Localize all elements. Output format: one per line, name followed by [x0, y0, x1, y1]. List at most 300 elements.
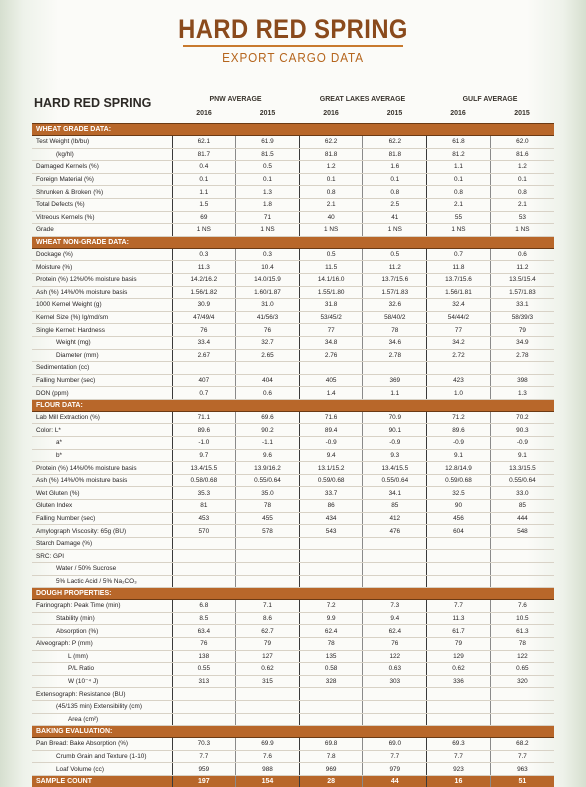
- row-label: Falling Number (sec): [32, 374, 172, 387]
- value-cell: 0.5: [363, 248, 427, 261]
- value-cell: 11.2: [363, 261, 427, 274]
- value-cell: 6.8: [172, 600, 236, 613]
- value-cell: [363, 713, 427, 726]
- value-cell: 7.6: [236, 750, 300, 763]
- value-cell: [172, 550, 236, 563]
- value-cell: [490, 700, 554, 713]
- value-cell: 32.6: [363, 299, 427, 312]
- sample-count-value: 154: [236, 775, 300, 787]
- table-row: [32, 700, 554, 713]
- value-cell: 543: [299, 525, 363, 538]
- value-cell: 0.8: [427, 186, 491, 199]
- value-cell: 81: [172, 500, 236, 513]
- section-title: WHEAT GRADE DATA:: [32, 124, 554, 136]
- value-cell: [236, 537, 300, 550]
- row-label: Loaf Volume (cc): [32, 763, 172, 776]
- value-cell: 61.9: [236, 136, 300, 149]
- value-cell: 81.2: [427, 148, 491, 161]
- value-cell: 58/39/3: [490, 311, 554, 324]
- row-label: W (10⁻⁴ J): [32, 675, 172, 688]
- value-cell: 11.3: [172, 261, 236, 274]
- table-row: [32, 311, 554, 324]
- table-row: [32, 462, 554, 475]
- value-cell: 34.6: [363, 336, 427, 349]
- row-label: Farinograph: Peak Time (min): [32, 600, 172, 613]
- value-cell: [490, 563, 554, 576]
- value-cell: 33.7: [299, 487, 363, 500]
- value-cell: 1.1: [427, 161, 491, 174]
- table-row: [32, 575, 554, 588]
- row-label: DON (ppm): [32, 387, 172, 400]
- row-label: Ash (%) 14%/0% moisture basis: [32, 286, 172, 299]
- row-label: Gluten Index: [32, 500, 172, 513]
- value-cell: 90.3: [490, 424, 554, 437]
- value-cell: 77: [427, 324, 491, 337]
- table-row: [32, 449, 554, 462]
- value-cell: 2.1: [490, 198, 554, 211]
- value-cell: 2.78: [363, 349, 427, 362]
- value-cell: 61.8: [427, 136, 491, 149]
- row-label: Foreign Material (%): [32, 173, 172, 186]
- value-cell: 0.8: [299, 186, 363, 199]
- value-cell: [299, 713, 363, 726]
- row-label: Stability (min): [32, 612, 172, 625]
- value-cell: 1.60/1.87: [236, 286, 300, 299]
- value-cell: 35.3: [172, 487, 236, 500]
- value-cell: 1.8: [236, 198, 300, 211]
- value-cell: 62.0: [490, 136, 554, 149]
- value-cell: 303: [363, 675, 427, 688]
- value-cell: 0.62: [236, 663, 300, 676]
- value-cell: 407: [172, 374, 236, 387]
- table-row: [32, 650, 554, 663]
- value-cell: [490, 362, 554, 375]
- section-header: [32, 726, 554, 738]
- value-cell: 70.3: [172, 738, 236, 751]
- data-table: [32, 123, 554, 787]
- value-cell: 0.6: [490, 248, 554, 261]
- value-cell: 122: [363, 650, 427, 663]
- value-cell: 13.3/15.5: [490, 462, 554, 475]
- section-header: [32, 588, 554, 600]
- value-cell: [236, 362, 300, 375]
- value-cell: -0.9: [299, 437, 363, 450]
- value-cell: 10.4: [236, 261, 300, 274]
- value-cell: 1.4: [299, 387, 363, 400]
- page-subtitle: EXPORT CARGO DATA: [222, 50, 364, 65]
- value-cell: 9.6: [236, 449, 300, 462]
- value-cell: 55: [427, 211, 491, 224]
- row-label: Protein (%) 14%/0% moisture basis: [32, 462, 172, 475]
- value-cell: 2.67: [172, 349, 236, 362]
- value-cell: 9.4: [299, 449, 363, 462]
- group-label-great-lakes: GREAT LAKES AVERAGE: [319, 96, 406, 103]
- group-label-pnw: PNW AVERAGE: [209, 96, 262, 103]
- value-cell: 76: [363, 637, 427, 650]
- value-cell: 34.1: [363, 487, 427, 500]
- value-cell: 2.78: [490, 349, 554, 362]
- value-cell: [236, 688, 300, 701]
- row-label: Dockage (%): [32, 248, 172, 261]
- value-cell: 1 NS: [172, 224, 236, 237]
- value-cell: 0.1: [427, 173, 491, 186]
- value-cell: 2.72: [427, 349, 491, 362]
- value-cell: 7.1: [236, 600, 300, 613]
- row-label: Absorption (%): [32, 625, 172, 638]
- value-cell: 404: [236, 374, 300, 387]
- value-cell: 69.8: [299, 738, 363, 751]
- value-cell: 90.2: [236, 424, 300, 437]
- table-row: [32, 273, 554, 286]
- value-cell: 1.56/1.82: [172, 286, 236, 299]
- value-cell: 9.7: [172, 449, 236, 462]
- table-row: [32, 600, 554, 613]
- value-cell: 1.1: [172, 186, 236, 199]
- value-cell: 2.76: [299, 349, 363, 362]
- value-cell: 30.9: [172, 299, 236, 312]
- value-cell: [363, 537, 427, 550]
- value-cell: 32.7: [236, 336, 300, 349]
- value-cell: 70.2: [490, 411, 554, 424]
- value-cell: 86: [299, 500, 363, 513]
- value-cell: 1.3: [236, 186, 300, 199]
- row-label: Amylograph Viscosity: 65g (BU): [32, 525, 172, 538]
- table-row: [32, 411, 554, 424]
- section-title: WHEAT NON-GRADE DATA:: [32, 236, 554, 248]
- section-header: [32, 124, 554, 136]
- value-cell: 398: [490, 374, 554, 387]
- row-label: Diameter (mm): [32, 349, 172, 362]
- table-row: [32, 336, 554, 349]
- value-cell: 14.2/16.2: [172, 273, 236, 286]
- value-cell: 62.2: [363, 136, 427, 149]
- value-cell: 434: [299, 512, 363, 525]
- value-cell: 79: [490, 324, 554, 337]
- value-cell: [299, 700, 363, 713]
- table-row: [32, 487, 554, 500]
- value-cell: [299, 575, 363, 588]
- row-label: 1000 Kernel Weight (g): [32, 299, 172, 312]
- sample-count-value: 28: [299, 775, 363, 787]
- table-row: [32, 525, 554, 538]
- table-row: [32, 663, 554, 676]
- value-cell: 0.3: [172, 248, 236, 261]
- value-cell: 1.2: [299, 161, 363, 174]
- page-title: HARD RED SPRING: [178, 14, 408, 44]
- value-cell: 0.7: [427, 248, 491, 261]
- value-cell: 79: [427, 637, 491, 650]
- section-header: [32, 399, 554, 411]
- value-cell: 7.7: [427, 600, 491, 613]
- value-cell: 138: [172, 650, 236, 663]
- value-cell: 13.1/15.2: [299, 462, 363, 475]
- value-cell: 78: [363, 324, 427, 337]
- value-cell: 0.5: [299, 248, 363, 261]
- value-cell: 1.57/1.83: [490, 286, 554, 299]
- value-cell: 456: [427, 512, 491, 525]
- section-header: [32, 236, 554, 248]
- value-cell: [172, 563, 236, 576]
- value-cell: 13.4/15.5: [363, 462, 427, 475]
- row-label: SRC: GPI: [32, 550, 172, 563]
- value-cell: 62.4: [299, 625, 363, 638]
- row-label: L (mm): [32, 650, 172, 663]
- value-cell: 14.0/15.9: [236, 273, 300, 286]
- row-label: Extensograph: Resistance (BU): [32, 688, 172, 701]
- table-row: [32, 387, 554, 400]
- value-cell: 33.1: [490, 299, 554, 312]
- section-title: FLOUR DATA:: [32, 399, 554, 411]
- value-cell: 69.6: [236, 411, 300, 424]
- value-cell: 969: [299, 763, 363, 776]
- value-cell: 78: [490, 637, 554, 650]
- value-cell: [363, 362, 427, 375]
- value-cell: 33.4: [172, 336, 236, 349]
- sample-count-value: 51: [490, 775, 554, 787]
- value-cell: 1.2: [490, 161, 554, 174]
- value-cell: 1 NS: [363, 224, 427, 237]
- value-cell: [299, 563, 363, 576]
- value-cell: 7.7: [490, 750, 554, 763]
- value-cell: 963: [490, 763, 554, 776]
- value-cell: [363, 550, 427, 563]
- value-cell: 1.3: [490, 387, 554, 400]
- year-label: 2015: [386, 110, 403, 117]
- value-cell: [363, 688, 427, 701]
- value-cell: 69.0: [363, 738, 427, 751]
- value-cell: 71.6: [299, 411, 363, 424]
- row-label: 5% Lactic Acid / 5% Na₂CO₃: [32, 575, 172, 588]
- value-cell: 41: [363, 211, 427, 224]
- value-cell: 89.4: [299, 424, 363, 437]
- value-cell: 7.8: [299, 750, 363, 763]
- value-cell: 62.2: [299, 136, 363, 149]
- value-cell: 369: [363, 374, 427, 387]
- value-cell: 1.5: [172, 198, 236, 211]
- row-label: Wet Gluten (%): [32, 487, 172, 500]
- sample-count-value: 16: [427, 775, 491, 787]
- value-cell: 0.59/0.68: [299, 474, 363, 487]
- value-cell: 0.55/0.64: [363, 474, 427, 487]
- value-cell: 76: [236, 324, 300, 337]
- value-cell: 0.65: [490, 663, 554, 676]
- value-cell: [490, 575, 554, 588]
- value-cell: 336: [427, 675, 491, 688]
- section-title: DOUGH PROPERTIES:: [32, 588, 554, 600]
- value-cell: 40: [299, 211, 363, 224]
- value-cell: 127: [236, 650, 300, 663]
- table-row: [32, 161, 554, 174]
- table-row: [32, 261, 554, 274]
- title-underline: [183, 45, 403, 47]
- value-cell: 69.9: [236, 738, 300, 751]
- value-cell: 0.55/0.64: [490, 474, 554, 487]
- value-cell: 85: [490, 500, 554, 513]
- row-label: (kg/hl): [32, 148, 172, 161]
- value-cell: -1.1: [236, 437, 300, 450]
- value-cell: 1.1: [363, 387, 427, 400]
- value-cell: 13.9/16.2: [236, 462, 300, 475]
- value-cell: 0.58/0.68: [172, 474, 236, 487]
- value-cell: 7.2: [299, 600, 363, 613]
- row-label: P/L Ratio: [32, 663, 172, 676]
- table-row: [32, 349, 554, 362]
- value-cell: [490, 550, 554, 563]
- value-cell: 1.0: [427, 387, 491, 400]
- value-cell: 71: [236, 211, 300, 224]
- year-label: 2016: [450, 110, 466, 117]
- row-label: Lab Mill Extraction (%): [32, 411, 172, 424]
- value-cell: 62.7: [236, 625, 300, 638]
- value-cell: 81.7: [172, 148, 236, 161]
- value-cell: 0.55/0.64: [236, 474, 300, 487]
- value-cell: 0.3: [236, 248, 300, 261]
- row-label: a*: [32, 437, 172, 450]
- value-cell: 979: [363, 763, 427, 776]
- value-cell: 47/49/4: [172, 311, 236, 324]
- row-label: Color: L*: [32, 424, 172, 437]
- table-row: [32, 675, 554, 688]
- value-cell: -1.0: [172, 437, 236, 450]
- value-cell: 79: [236, 637, 300, 650]
- value-cell: [299, 537, 363, 550]
- sample-count-row: [32, 775, 554, 787]
- value-cell: 1.57/1.83: [363, 286, 427, 299]
- value-cell: 10.5: [490, 612, 554, 625]
- value-cell: 68.2: [490, 738, 554, 751]
- value-cell: [490, 713, 554, 726]
- value-cell: 76: [172, 324, 236, 337]
- value-cell: 1 NS: [427, 224, 491, 237]
- value-cell: 85: [363, 500, 427, 513]
- value-cell: 1 NS: [490, 224, 554, 237]
- table-row: [32, 763, 554, 776]
- value-cell: 63.4: [172, 625, 236, 638]
- value-cell: [427, 537, 491, 550]
- value-cell: [363, 563, 427, 576]
- table-row: [32, 550, 554, 563]
- value-cell: 9.1: [490, 449, 554, 462]
- value-cell: 0.1: [236, 173, 300, 186]
- value-cell: 41/56/3: [236, 311, 300, 324]
- header: [0, 14, 586, 65]
- value-cell: 81.8: [299, 148, 363, 161]
- value-cell: 89.6: [172, 424, 236, 437]
- value-cell: 313: [172, 675, 236, 688]
- value-cell: [299, 688, 363, 701]
- row-label: Sedimentation (cc): [32, 362, 172, 375]
- value-cell: 0.5: [236, 161, 300, 174]
- value-cell: 31.0: [236, 299, 300, 312]
- row-label: Test Weight (lb/bu): [32, 136, 172, 149]
- value-cell: 988: [236, 763, 300, 776]
- value-cell: -0.9: [363, 437, 427, 450]
- table-row: [32, 173, 554, 186]
- value-cell: [427, 700, 491, 713]
- value-cell: 1.55/1.80: [299, 286, 363, 299]
- value-cell: 11.2: [490, 261, 554, 274]
- value-cell: 32.4: [427, 299, 491, 312]
- value-cell: 923: [427, 763, 491, 776]
- value-cell: 1.56/1.81: [427, 286, 491, 299]
- table-row: [32, 299, 554, 312]
- value-cell: 78: [299, 637, 363, 650]
- value-cell: 13.7/15.6: [363, 273, 427, 286]
- value-cell: -0.9: [490, 437, 554, 450]
- value-cell: 9.1: [427, 449, 491, 462]
- value-cell: 90: [427, 500, 491, 513]
- table-row: [32, 148, 554, 161]
- table-row: [32, 750, 554, 763]
- table-row: [32, 474, 554, 487]
- value-cell: 33.0: [490, 487, 554, 500]
- value-cell: [236, 713, 300, 726]
- row-label: Shrunken & Broken (%): [32, 186, 172, 199]
- row-label: Ash (%) 14%/0% moisture basis: [32, 474, 172, 487]
- value-cell: 0.1: [363, 173, 427, 186]
- value-cell: [299, 362, 363, 375]
- row-label: Total Defects (%): [32, 198, 172, 211]
- row-label: Weight (mg): [32, 336, 172, 349]
- table-row: [32, 362, 554, 375]
- value-cell: 7.7: [363, 750, 427, 763]
- table-row: [32, 713, 554, 726]
- value-cell: 78: [236, 500, 300, 513]
- row-label: Alveograph: P (mm): [32, 637, 172, 650]
- value-cell: 34.8: [299, 336, 363, 349]
- value-cell: 53: [490, 211, 554, 224]
- value-cell: 1.6: [363, 161, 427, 174]
- value-cell: 89.6: [427, 424, 491, 437]
- value-cell: 9.4: [363, 612, 427, 625]
- table-row: [32, 738, 554, 751]
- value-cell: 8.6: [236, 612, 300, 625]
- value-cell: 453: [172, 512, 236, 525]
- value-cell: 412: [363, 512, 427, 525]
- row-label: Grade: [32, 224, 172, 237]
- value-cell: [427, 563, 491, 576]
- value-cell: [172, 575, 236, 588]
- value-cell: 11.8: [427, 261, 491, 274]
- row-label: Protein (%) 12%/0% moisture basis: [32, 273, 172, 286]
- value-cell: 122: [490, 650, 554, 663]
- row-label: Moisture (%): [32, 261, 172, 274]
- sample-count-label: SAMPLE COUNT: [32, 775, 172, 787]
- value-cell: 570: [172, 525, 236, 538]
- value-cell: 0.59/0.68: [427, 474, 491, 487]
- row-label: Pan Bread: Bake Absorption (%): [32, 738, 172, 751]
- value-cell: [363, 700, 427, 713]
- table-row: [32, 198, 554, 211]
- value-cell: 0.7: [172, 387, 236, 400]
- value-cell: [172, 362, 236, 375]
- value-cell: 1 NS: [236, 224, 300, 237]
- value-cell: 0.1: [299, 173, 363, 186]
- table-row: [32, 324, 554, 337]
- value-cell: 76: [172, 637, 236, 650]
- value-cell: 81.8: [363, 148, 427, 161]
- value-cell: 90.1: [363, 424, 427, 437]
- section-title: BAKING EVALUATION:: [32, 726, 554, 738]
- table-row: [32, 612, 554, 625]
- value-cell: 62.1: [172, 136, 236, 149]
- table-row: [32, 424, 554, 437]
- value-cell: 11.5: [299, 261, 363, 274]
- value-cell: 455: [236, 512, 300, 525]
- value-cell: [172, 713, 236, 726]
- year-label: 2016: [323, 110, 339, 117]
- value-cell: 81.5: [236, 148, 300, 161]
